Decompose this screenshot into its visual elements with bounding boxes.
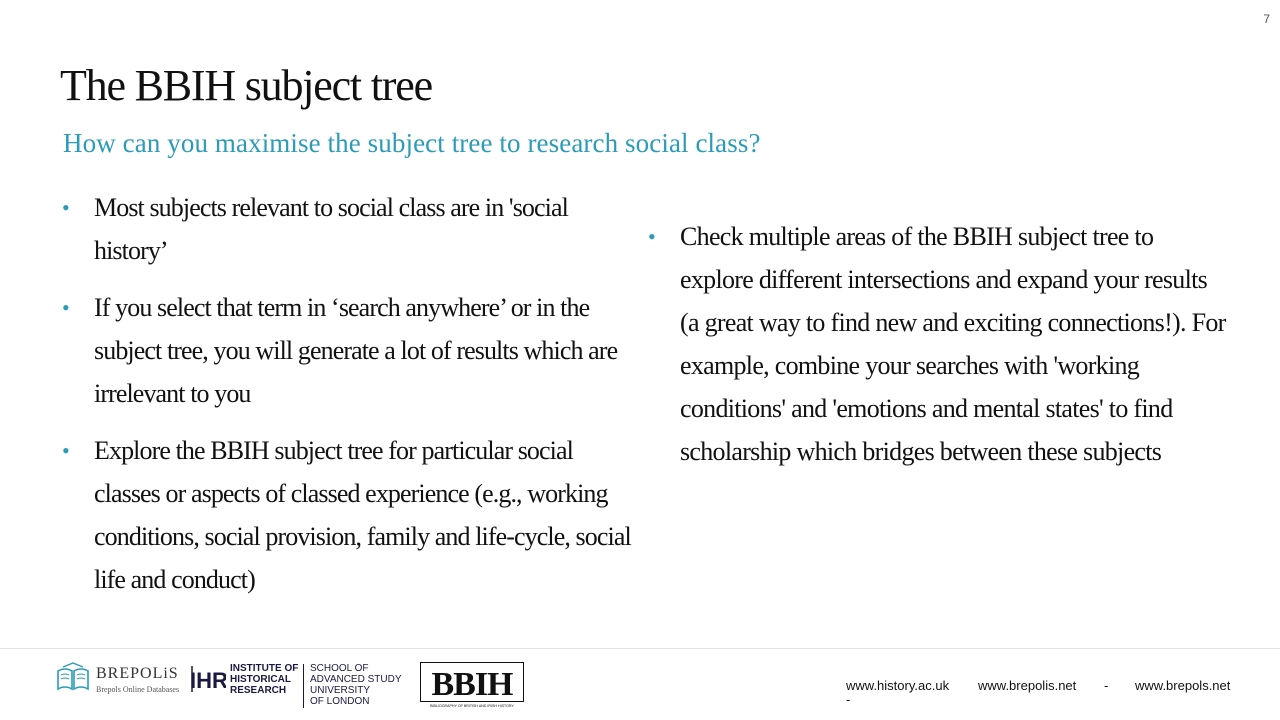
bullet-text: If you select that term in ‘search anywhere’ or in the subject tree, you will generate a lot of results which are irrelevant to you: [94, 293, 618, 408]
bullet-text: Most subjects relevant to social class are in 'social history’: [94, 193, 568, 265]
brepolis-tagline: Brepols Online Databases: [96, 685, 180, 694]
sas-name-line: OF LONDON: [310, 696, 370, 707]
bullet-dot-icon: •: [62, 195, 69, 220]
bullet-item: [648, 215, 1228, 473]
ihr-monogram-icon: [190, 660, 226, 696]
footer-separator: -: [1104, 678, 1109, 693]
footer-divider: [0, 648, 1280, 649]
bullet-text: Explore the BBIH subject tree for particular social classes or aspects of classed experience (e.g., working conditions, social provision, family and life-cycle, social life and conduct): [94, 436, 631, 594]
bbih-mark: BBIH: [431, 666, 513, 703]
footer-link-brepols[interactable]: www.brepols.net: [1135, 678, 1231, 693]
bullet-dot-icon: •: [62, 438, 69, 463]
left-bullet-list: [62, 186, 632, 615]
right-bullet-list: [648, 215, 1228, 487]
brepolis-logo: [55, 661, 180, 697]
ihr-name-line: HISTORICAL: [230, 674, 291, 685]
footer-link-brepolis[interactable]: www.brepolis.net: [978, 678, 1077, 693]
footer-link-history[interactable]: www.history.ac.uk: [846, 678, 950, 693]
sas-name-line: UNIVERSITY: [310, 685, 371, 696]
sas-name-line: ADVANCED STUDY: [310, 674, 402, 685]
bullet-dot-icon: •: [648, 224, 656, 249]
ihr-name-line: INSTITUTE OF: [230, 663, 299, 674]
brepolis-wordmark: BREPOLiS: [96, 665, 179, 682]
bbih-tagline: BIBLIOGRAPHY OF BRITISH AND IRISH HISTORY: [430, 704, 514, 708]
footer-separator: -: [846, 692, 851, 707]
bullet-dot-icon: •: [62, 295, 69, 320]
bbih-logo: [420, 662, 524, 708]
ihr-logo: [190, 660, 405, 710]
ihr-monogram: IHR: [190, 668, 226, 693]
sas-name-line: SCHOOL OF: [310, 663, 369, 674]
bbih-mark-icon: [420, 662, 524, 708]
bullet-item: [62, 286, 632, 415]
open-book-icon: [55, 661, 91, 695]
bullet-item: [62, 186, 632, 272]
slide-number: 7: [1263, 12, 1270, 26]
ihr-name: [230, 663, 298, 696]
ihr-name-line: RESEARCH: [230, 685, 287, 696]
bullet-text: Check multiple areas of the BBIH subject tree to explore different intersections and expand your results (a great way to find new and exciting connections!). For example, combine your searches with 'working conditions' and 'emotions and mental states' to find scholarship which bridges between these subjects: [680, 222, 1226, 466]
bullet-item: [62, 429, 632, 601]
slide-subtitle: How can you maximise the subject tree to research social class?: [63, 128, 761, 158]
school-of-advanced-study-name: [310, 663, 402, 707]
slide-title: The BBIH subject tree: [60, 61, 432, 110]
ihr-separator: [303, 664, 304, 708]
